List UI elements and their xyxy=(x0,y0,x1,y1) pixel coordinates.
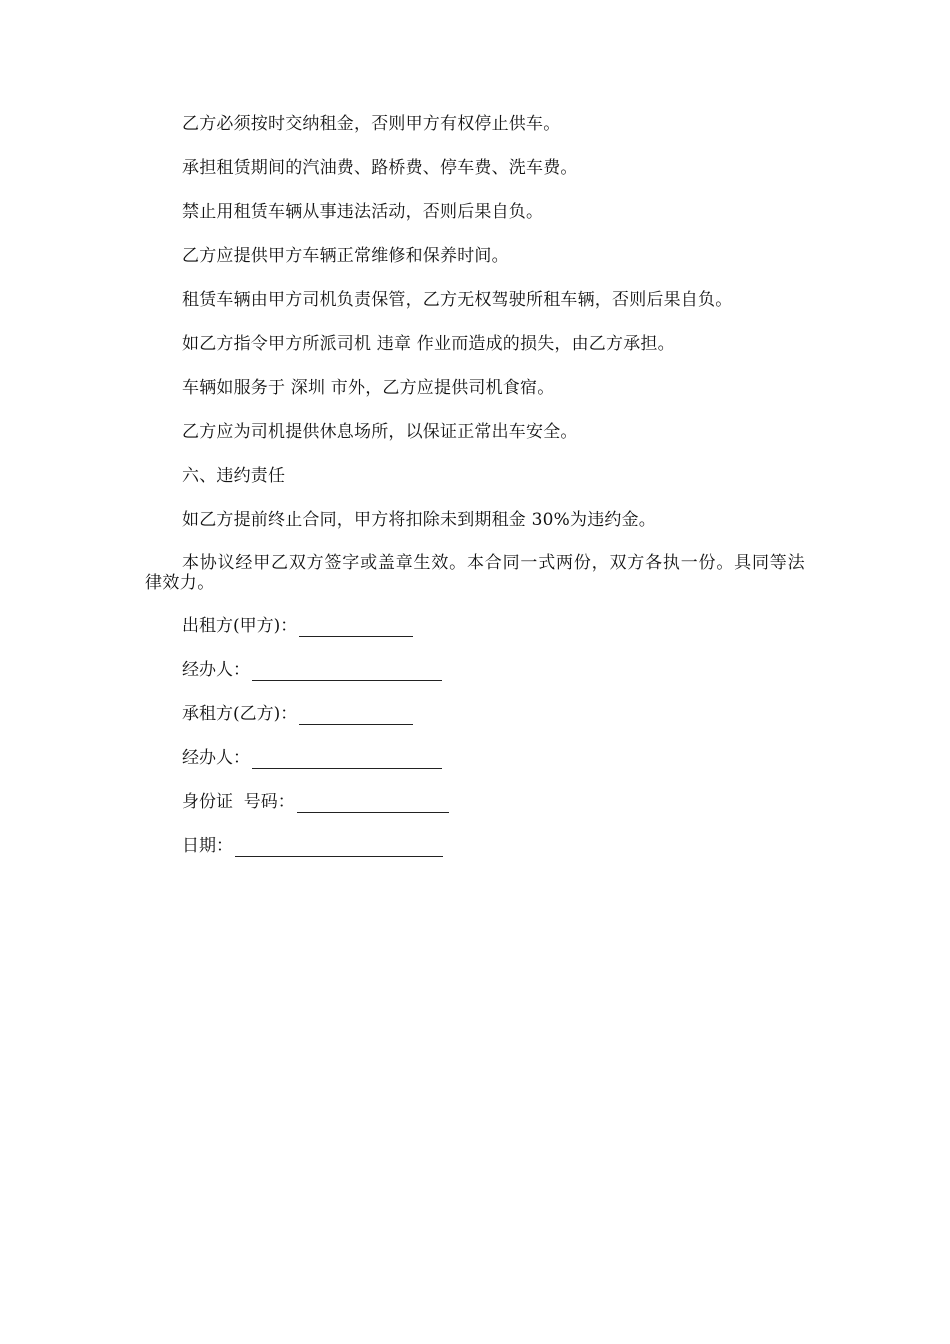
signature-lessee xyxy=(145,703,805,725)
signature-lessor-agent-label: 经办人： xyxy=(182,660,250,680)
clause-illegal-use: 禁止用租赁车辆从事违法活动，否则后果自负。 xyxy=(182,202,544,222)
signature-date-label: 日期： xyxy=(182,836,233,856)
signature-lessee-label: 承租方(乙方)： xyxy=(182,704,298,724)
signature-lessee-agent-label: 经办人： xyxy=(182,748,250,768)
signature-lessor-agent-blank[interactable] xyxy=(252,664,442,681)
clause-expenses: 承担租赁期间的汽油费、路桥费、停车费、洗车费。 xyxy=(182,158,578,178)
signature-lessor xyxy=(145,615,805,637)
signature-lessee-blank[interactable] xyxy=(299,708,413,725)
signature-lessor-label: 出租方(甲方)： xyxy=(182,616,298,636)
section-heading-breach: 六、违约责任 xyxy=(182,466,286,486)
clause-rent-payment: 乙方必须按时交纳租金，否则甲方有权停止供车。 xyxy=(182,114,561,134)
signature-id-number-blank[interactable] xyxy=(297,796,449,813)
signature-id-number-label: 身份证 号码： xyxy=(182,792,295,812)
signature-id-number xyxy=(145,791,805,813)
signature-lessor-agent xyxy=(145,659,805,681)
closing-paragraph: 本协议经甲乙双方签字或盖章生效。本合同一式两份，双方各执一份。具同等法律效力。 xyxy=(145,553,805,593)
clause-custody: 租赁车辆由甲方司机负责保管，乙方无权驾驶所租车辆，否则后果自负。 xyxy=(182,290,733,310)
signature-date xyxy=(145,835,805,857)
signature-date-blank[interactable] xyxy=(235,840,443,857)
signature-lessor-blank[interactable] xyxy=(299,620,413,637)
document-body xyxy=(145,113,805,879)
clause-maintenance: 乙方应提供甲方车辆正常维修和保养时间。 xyxy=(182,246,509,266)
signature-lessee-agent xyxy=(145,747,805,769)
clause-food-lodging: 车辆如服务于 深圳 市外，乙方应提供司机食宿。 xyxy=(182,378,555,398)
clause-rest-area: 乙方应为司机提供休息场所，以保证正常出车安全。 xyxy=(182,422,578,442)
clause-early-termination: 如乙方提前终止合同，甲方将扣除未到期租金 30%为违约金。 xyxy=(182,510,656,530)
signature-lessee-agent-blank[interactable] xyxy=(252,752,442,769)
clause-violation-loss: 如乙方指令甲方所派司机 违章 作业而造成的损失，由乙方承担。 xyxy=(182,334,675,354)
